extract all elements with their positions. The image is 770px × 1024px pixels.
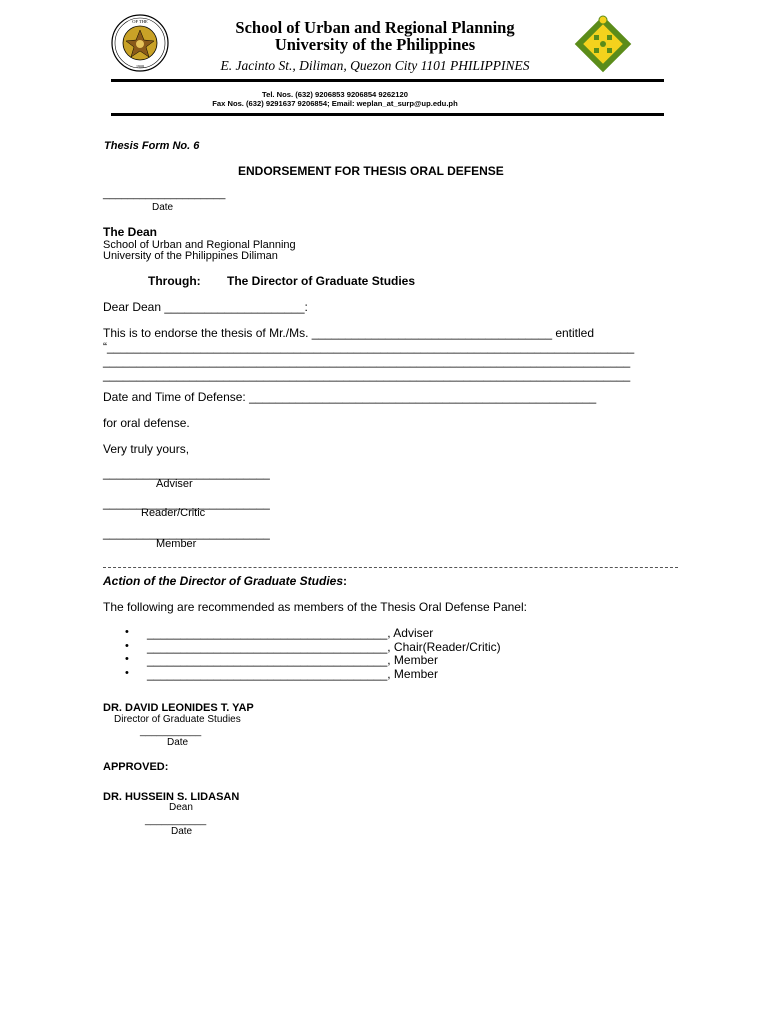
seal-top-text: OF THE: [132, 19, 148, 24]
surp-logo-icon: [573, 14, 633, 74]
date-label: Date: [152, 202, 174, 213]
panel-intro: The following are recommended as members of the Thesis Oral Defense Panel:: [103, 600, 527, 614]
signatory-adviser: Adviser: [156, 478, 193, 490]
closing: Very truly yours,: [103, 442, 190, 456]
director-name: DR. DAVID LEONIDES T. YAP: [103, 702, 254, 714]
dean-date-line: ___________: [145, 815, 207, 826]
panel-member-line: ____________________________________, Member: [147, 667, 438, 681]
panel-member-line: ____________________________________, Member: [147, 653, 438, 667]
action-heading: [103, 574, 347, 588]
bullet: •: [125, 640, 129, 652]
signature-line: _________________________: [103, 526, 270, 540]
through-value: The Director of Graduate Studies: [227, 274, 416, 288]
university-name: University of the Philippines: [274, 35, 476, 54]
up-seal-icon: [111, 14, 169, 72]
signature-line: _________________________: [103, 466, 270, 480]
addressee-university: University of the Philippines Diliman: [103, 250, 278, 262]
bullet: •: [125, 626, 129, 638]
dean-date-label: Date: [171, 826, 193, 837]
endorse-line: This is to endorse the thesis of Mr./Ms. ____________________________________ entitled: [103, 326, 595, 340]
director-date-line: ___________: [140, 726, 202, 737]
signatory-member: Member: [156, 538, 197, 550]
addressee-school: School of Urban and Regional Planning: [103, 239, 296, 251]
for-oral-defense: for oral defense.: [103, 416, 190, 430]
form-title: ENDORSEMENT FOR THESIS ORAL DEFENSE: [238, 164, 504, 178]
school-name: School of Urban and Regional Planning: [235, 18, 515, 37]
through-label: Through:: [148, 274, 201, 288]
signatory-reader-critic: Reader/Critic: [141, 507, 206, 519]
telephone-numbers: Tel. Nos. (632) 9206853 9206854 9262120: [262, 90, 408, 99]
signature-line: _________________________: [103, 496, 270, 510]
salutation: Dear Dean _____________________:: [103, 300, 308, 314]
dean-title: Dean: [169, 802, 193, 813]
seal-year-text: 1908: [136, 64, 144, 69]
bullet: •: [125, 667, 129, 679]
date-line: ____________________: [103, 188, 226, 200]
panel-chair-line: ____________________________________, Chair(Reader/Critic): [147, 640, 501, 654]
school-address: E. Jacinto St., Diliman, Quezon City 1101 PHILIPPINES: [220, 58, 530, 73]
defense-date-line: Date and Time of Defense: ____________________________________________________: [103, 390, 597, 404]
director-date-label: Date: [167, 737, 189, 748]
fax-email: Fax Nos. (632) 9291637 9206854; Email: weplan_at_surp@up.edu.ph: [212, 99, 458, 108]
header-rule-bottom: [111, 113, 664, 116]
thesis-title-line-2: _______________________________________________________________________________: [103, 354, 631, 368]
dean-name: DR. HUSSEIN S. LIDASAN: [103, 791, 240, 803]
action-heading-text: Action of the Director of Graduate Studies: [103, 574, 344, 588]
director-title: Director of Graduate Studies: [114, 714, 241, 725]
thesis-title-line-3: _______________________________________________________________________________: [103, 368, 631, 382]
action-heading-colon: :: [343, 574, 348, 588]
header-rule-top: [111, 79, 664, 82]
form-number: Thesis Form No. 6: [104, 140, 200, 152]
section-divider: [103, 567, 678, 568]
addressee: The Dean: [103, 225, 158, 239]
bullet: •: [125, 653, 129, 665]
thesis-title-line-1: “_______________________________________________________________________________: [103, 340, 635, 354]
approved-label: APPROVED:: [103, 761, 169, 773]
panel-adviser-line: ____________________________________, Adviser: [147, 626, 434, 640]
